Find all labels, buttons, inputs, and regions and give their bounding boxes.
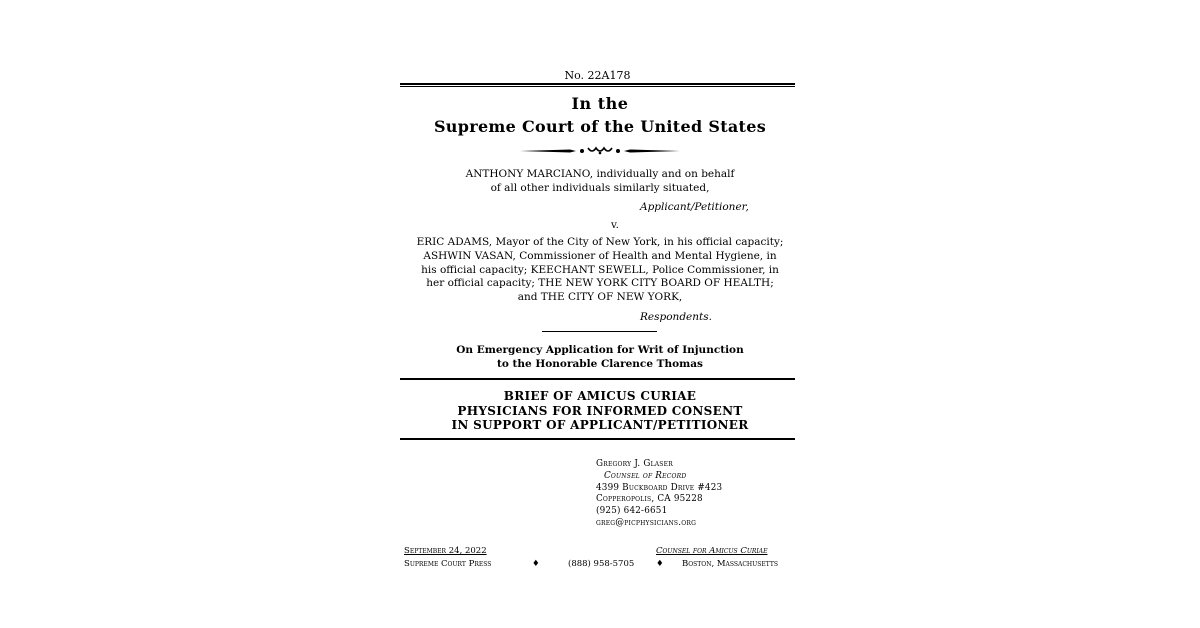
filing-date: September 24, 2022 bbox=[404, 546, 487, 556]
publisher-phone: (888) 958-5705 bbox=[568, 559, 635, 569]
diamond-icon: ♦ bbox=[532, 559, 540, 569]
counsel-address2: Copperopolis, CA 95228 bbox=[596, 494, 703, 505]
petitioner-line: of all other individuals similarly situated, bbox=[490, 182, 710, 194]
petitioner-block bbox=[400, 167, 800, 195]
application-line: to the Honorable Clarence Thomas bbox=[497, 358, 703, 370]
counsel-title: Counsel of Record bbox=[604, 470, 687, 481]
respondents-line: and THE CITY OF NEW YORK, bbox=[517, 291, 683, 304]
court-heading-line1: In the bbox=[571, 94, 629, 113]
brief-bottom-rule bbox=[400, 438, 795, 440]
counsel-for: Counsel for Amicus Curiae bbox=[656, 546, 768, 556]
petitioner-line: ANTHONY MARCIANO, individually and on behalf bbox=[465, 168, 735, 180]
ornament-divider-icon bbox=[520, 146, 680, 156]
respondents-line: her official capacity; THE NEW YORK CITY BOARD OF HEALTH; bbox=[426, 277, 774, 290]
top-rule bbox=[400, 83, 795, 85]
petitioner-role: Applicant/Petitioner, bbox=[640, 201, 749, 213]
counsel-block bbox=[596, 459, 722, 530]
respondents-block bbox=[404, 236, 796, 305]
brief-title-block bbox=[400, 389, 800, 433]
counsel-email: greg@picphysicians.org bbox=[596, 517, 697, 528]
short-divider bbox=[542, 331, 657, 332]
diamond-icon: ♦ bbox=[656, 559, 664, 569]
application-block bbox=[400, 343, 800, 371]
brief-title-line: IN SUPPORT OF APPLICANT/PETITIONER bbox=[451, 418, 749, 432]
versus: v. bbox=[610, 219, 620, 231]
publisher-location: Boston, Massachusetts bbox=[682, 559, 778, 569]
brief-title-line: BRIEF OF AMICUS CURIAE bbox=[503, 389, 697, 403]
court-heading-line2: Supreme Court of the United States bbox=[433, 117, 767, 136]
respondents-line: ASHWIN VASAN, Commissioner of Health and Mental Hygiene, in bbox=[423, 249, 777, 262]
respondents-line: his official capacity; KEECHANT SEWELL, Police Commissioner, in bbox=[421, 263, 779, 276]
counsel-phone: (925) 642-6651 bbox=[596, 506, 668, 517]
brief-top-rule bbox=[400, 378, 795, 380]
docket-number: No. 22A178 bbox=[564, 69, 631, 82]
respondents-role: Respondents. bbox=[640, 311, 712, 323]
application-line: On Emergency Application for Writ of Injunction bbox=[456, 344, 744, 356]
respondents-line: ERIC ADAMS, Mayor of the City of New York, in his official capacity; bbox=[416, 236, 784, 248]
counsel-name: Gregory J. Glaser bbox=[596, 459, 673, 469]
top-rule-thin bbox=[400, 86, 795, 87]
brief-title-line: PHYSICIANS FOR INFORMED CONSENT bbox=[457, 403, 743, 418]
counsel-address1: 4399 Buckboard Drive #423 bbox=[596, 482, 723, 493]
publisher-name: Supreme Court Press bbox=[404, 559, 492, 569]
